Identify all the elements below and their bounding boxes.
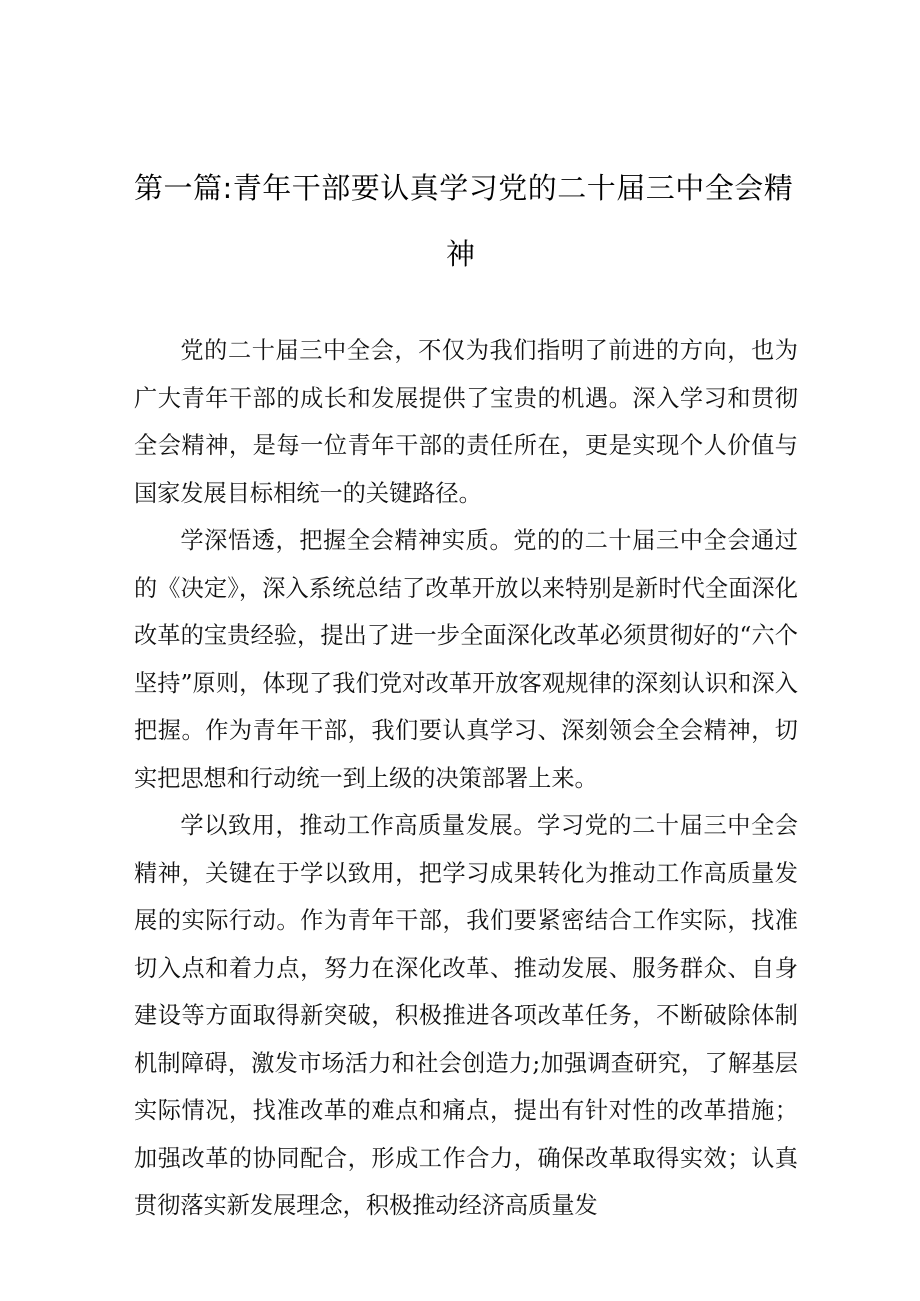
paragraph-3: 学以致用，推动工作高质量发展。学习党的二十届三中全会精神，关键在于学以致用，把学习成果转化为推动工作高质量发展的实际行动。作为青年干部，我们要紧密结合工作实际，找准切入点和着力点，努力在深化改革、推动发展、服务群众、自身建设等方面取得新突破，积极推进各项改革任务，不断破除体制机制障碍，激发市场活力和社会创造力;加强调查研究，了解基层实际情况，找准改革的难点和痛点，提出有针对性的改革措施；加强改革的协同配合，形成工作合力，确保改革取得实效；认真贯彻落实新发展理念，积极推动经济高质量发 (134, 812, 798, 1219)
document-title-line-1: 第一篇:青年干部要认真学习党的二十届三中全会精 (134, 171, 794, 205)
document-title-line-2: 神 (446, 237, 476, 271)
document-body (134, 327, 798, 1230)
paragraph-2: 学深悟透，把握全会精神实质。党的的二十届三中全会通过的《决定》，深入系统总结了改革开放以来特别是新时代全面深化改革的宝贵经验，提出了进一步全面深化改革必须贯彻好的“六个坚持”原则，体现了我们党对改革开放客观规律的深刻认识和深入把握。作为青年干部，我们要认真学习、深刻领会全会精神，切实把思想和行动统一到上级的决策部署上来。 (134, 527, 798, 792)
paragraph-1: 党的二十届三中全会，不仅为我们指明了前进的方向，也为广大青年干部的成长和发展提供了宝贵的机遇。深入学习和贯彻全会精神，是每一位青年干部的责任所在，更是实现个人价值与国家发展目标相统一的关键路径。 (134, 337, 798, 507)
